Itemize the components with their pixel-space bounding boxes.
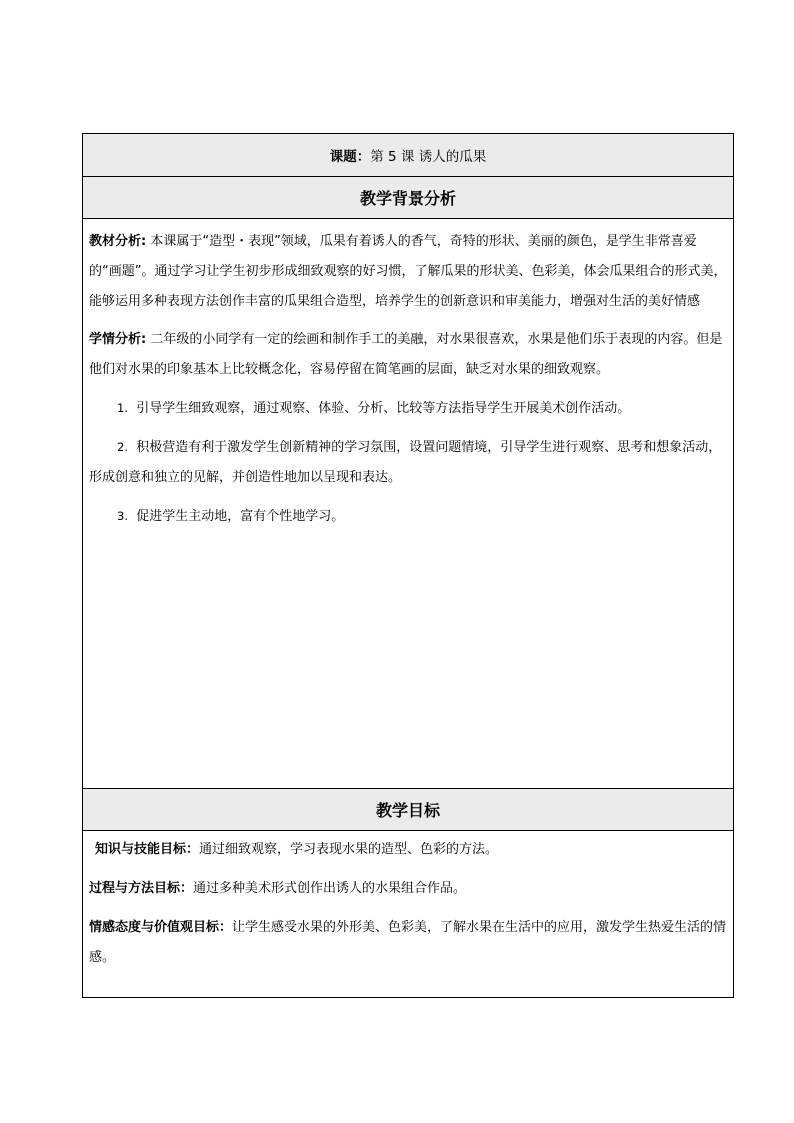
process-goal-label: 过程与方法目标： <box>89 881 194 896</box>
knowledge-goal <box>89 835 727 865</box>
list-item <box>89 393 727 424</box>
lesson-title-label: 课题： <box>329 149 371 165</box>
list-item-number: 2. <box>117 440 128 454</box>
process-goal-text: 通过多种美术形式创作出诱人的水果组合作品。 <box>193 881 467 896</box>
emotion-goal-label: 情感态度与价值观目标： <box>89 920 233 935</box>
knowledge-goal-label: 知识与技能目标： <box>95 842 200 857</box>
background-section-header <box>83 177 733 219</box>
goals-section-header <box>83 789 733 831</box>
material-analysis-paragraph <box>89 227 727 317</box>
material-analysis-text: 本课属于“造型・表现”领域，瓜果有着诱人的香气，奇特的形状、美丽的颜色，是学生非常喜爱的“画题”。通过学习让学生初步形成细致观察的好习惯，了解瓜果的形状美、色彩美，体会瓜果组合的形式美，能够运用多种表现方法创作丰富的瓜果组合造型，培养学生的创新意识和审美能力，增强对生活的美好情感 <box>89 234 727 309</box>
student-analysis-paragraph <box>89 325 727 385</box>
background-header-text: 教学背景分析 <box>359 189 456 208</box>
emotion-goal <box>89 913 727 973</box>
list-item-text: 引导学生细致观察，通过观察、体验、分析、比较等方法指导学生开展美术创作活动。 <box>136 401 631 416</box>
process-goal <box>89 874 727 904</box>
emotion-goal-text: 让学生感受水果的外形美、色彩美，了解水果在生活中的应用，激发学生热爱生活的情感。 <box>89 920 727 965</box>
goals-section-body <box>83 831 733 997</box>
lesson-title-value: 第 5 课 诱人的瓜果 <box>370 149 487 165</box>
material-analysis-label: 教材分析: <box>89 234 147 249</box>
student-analysis-label: 学情分析: <box>89 332 147 347</box>
lesson-plan-table <box>82 133 734 998</box>
student-analysis-text: 二年级的小同学有一定的绘画和制作手工的美融，对水果很喜欢，水果是他们乐于表现的内容。但是他们对水果的印象基本上比较概念化，容易停留在简笔画的层面，缺乏对水果的细致观察。 <box>89 332 723 377</box>
list-item <box>89 432 727 493</box>
list-item-number: 1. <box>117 401 128 415</box>
goals-header-text: 教学目标 <box>375 801 440 820</box>
knowledge-goal-text: 通过细致观察，学习表现水果的造型、色彩的方法。 <box>199 842 499 857</box>
list-item <box>89 501 727 532</box>
lesson-title-row <box>83 134 733 177</box>
background-section-body <box>83 219 733 789</box>
list-item-number: 3. <box>117 509 128 523</box>
list-item-text: 积极营造有利于激发学生创新精神的学习氛围，设置问题情境，引导学生进行观察、思考和想象活动，形成创意和独立的见解，并创造性地加以呈现和表达。 <box>89 440 722 485</box>
list-item-text: 促进学生主动地，富有个性地学习。 <box>136 509 345 524</box>
